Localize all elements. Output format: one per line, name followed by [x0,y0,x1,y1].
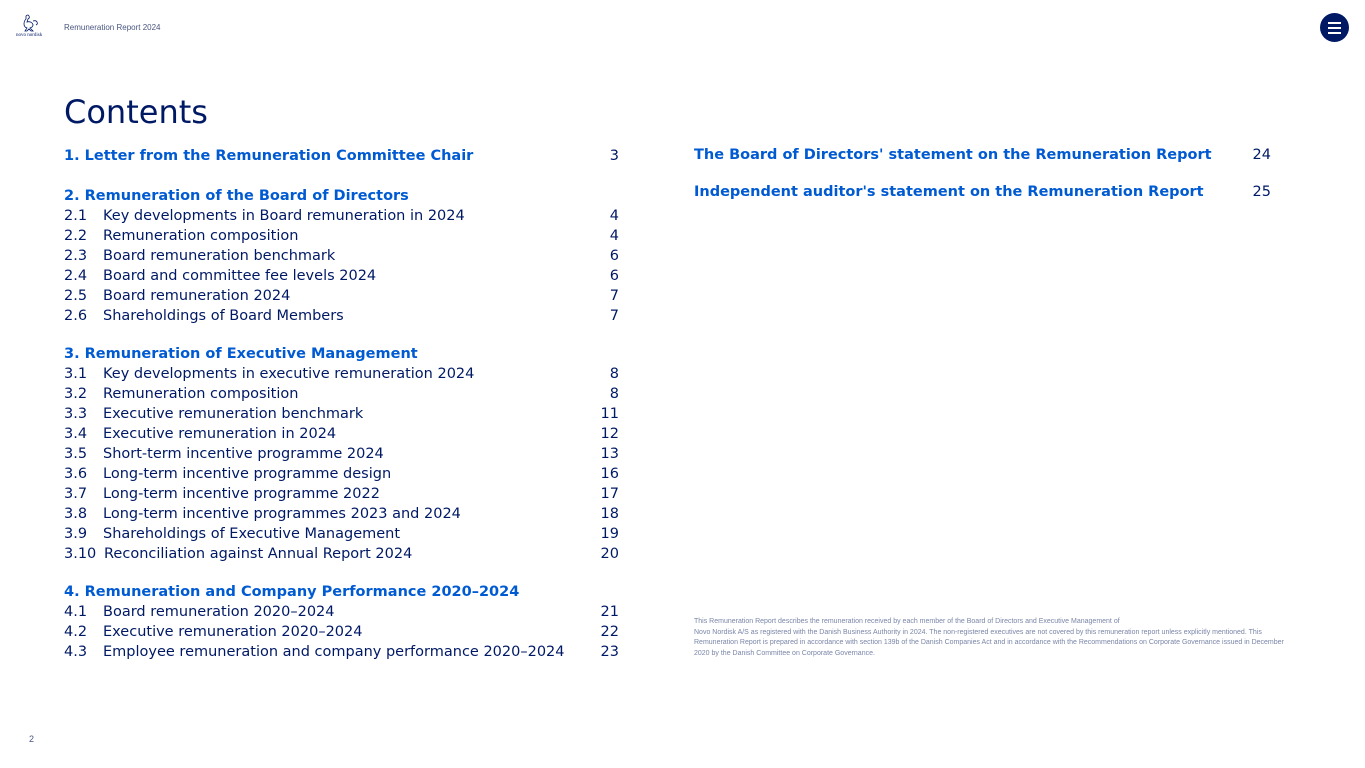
toc-item-2-2[interactable] [64,226,619,246]
toc-item-label: Board and committee fee levels 2024 [103,268,377,284]
toc-item-number: 4.1 [64,604,88,620]
toc-item-label: Board remuneration 2020–2024 [103,604,335,620]
toc-page-number: 20 [600,546,619,562]
toc-board-statement[interactable] [694,145,1271,165]
toc-item-2-5[interactable] [64,286,619,306]
toc-section-heading: 2. Remuneration of the Board of Directors [64,188,409,204]
toc-page-number: 7 [609,308,619,324]
toc-page-number: 4 [609,208,619,224]
toc-item-label: Long-term incentive programmes 2023 and 2024 [103,506,461,522]
toc-item-3-1[interactable] [64,364,619,384]
toc-item-3-6[interactable] [64,464,619,484]
disclaimer-line-2: Novo Nordisk A/S as registered with the Danish Business Authority in 2024. The non-registered executives are not covered by this remuneration report unless explicitly mentioned. This Remuneration Report is prepared in accordance with section 139b of the Danish Companies Act and in accordance with the Recommendations on Corporate Governance issued in December 2020 by the Danish Committee on Corporate Governance. [694,628,1284,658]
toc-page-number: 12 [600,426,619,442]
toc-item-label: Shareholdings of Executive Management [103,526,401,542]
novo-nordisk-logo [15,13,49,39]
toc-item-3-8[interactable] [64,504,619,524]
toc-page-number: 3 [609,148,619,164]
toc-item-label: Key developments in executive remuneration 2024 [103,366,475,382]
toc-entry-label: The Board of Directors' statement on the Remuneration Report [694,147,1212,163]
svg-text:novo nordisk: novo nordisk [16,33,43,38]
toc-item-number: 2.2 [64,228,88,244]
toc-item-3-9[interactable] [64,524,619,544]
toc-page-number: 24 [1252,147,1271,163]
toc-section-heading: 4. Remuneration and Company Performance 2020–2024 [64,584,520,600]
toc-item-number: 3.8 [64,506,88,522]
toc-section-1[interactable] [64,146,619,166]
toc-page-number: 6 [609,268,619,284]
toc-item-3-2[interactable] [64,384,619,404]
toc-page-number: 17 [600,486,619,502]
toc-item-label: Reconciliation against Annual Report 2024 [104,546,413,562]
toc-item-3-3[interactable] [64,404,619,424]
hamburger-menu-icon[interactable] [1320,13,1349,42]
page-title: Contents [64,93,208,131]
toc-page-number: 8 [609,366,619,382]
toc-page-number: 11 [600,406,619,422]
toc-page-number: 7 [609,288,619,304]
disclaimer-line-1: This Remuneration Report describes the remuneration received by each member of the Board of Directors and Executive Management of [694,618,1120,625]
toc-item-label: Long-term incentive programme 2022 [103,486,380,502]
page-number: 2 [29,734,35,744]
toc-item-2-3[interactable] [64,246,619,266]
toc-page-number: 16 [600,466,619,482]
toc-page-number: 19 [600,526,619,542]
toc-item-label: Short-term incentive programme 2024 [103,446,384,462]
toc-item-number: 3.3 [64,406,88,422]
toc-item-number: 3.10 [64,546,97,562]
toc-item-label: Key developments in Board remuneration in 2024 [103,208,465,224]
toc-item-number: 3.6 [64,466,88,482]
toc-item-number: 2.5 [64,288,88,304]
toc-page-number: 8 [609,386,619,402]
toc-auditor-statement[interactable] [694,182,1271,202]
toc-item-number: 2.1 [64,208,88,224]
toc-item-label: Long-term incentive programme design [103,466,392,482]
toc-section-3[interactable] [64,344,619,364]
toc-page-number: 23 [600,644,619,660]
toc-item-label: Remuneration composition [103,228,299,244]
toc-section-heading: 1. Letter from the Remuneration Committee Chair [64,148,474,164]
toc-item-label: Executive remuneration 2020–2024 [103,624,363,640]
disclaimer-text [694,617,1286,660]
toc-item-label: Executive remuneration in 2024 [103,426,337,442]
toc-item-number: 2.3 [64,248,88,264]
toc-item-2-4[interactable] [64,266,619,286]
toc-item-2-6[interactable] [64,306,619,326]
toc-page-number: 4 [609,228,619,244]
toc-page-number: 13 [600,446,619,462]
toc-item-number: 3.9 [64,526,88,542]
toc-item-number: 3.2 [64,386,88,402]
toc-item-label: Remuneration composition [103,386,299,402]
toc-item-4-3[interactable] [64,642,619,662]
toc-item-label: Board remuneration 2024 [103,288,291,304]
toc-section-2[interactable] [64,186,619,206]
toc-page-number: 18 [600,506,619,522]
toc-page-number: 6 [609,248,619,264]
toc-page-number: 21 [600,604,619,620]
table-of-contents [64,146,619,662]
toc-item-label: Executive remuneration benchmark [103,406,364,422]
toc-section-heading: 3. Remuneration of Executive Management [64,346,418,362]
toc-item-number: 2.4 [64,268,88,284]
toc-page-number: 22 [600,624,619,640]
toc-item-number: 3.7 [64,486,88,502]
toc-item-number: 2.6 [64,308,88,324]
toc-item-number: 4.2 [64,624,88,640]
toc-item-number: 3.5 [64,446,88,462]
toc-item-3-5[interactable] [64,444,619,464]
toc-item-3-10[interactable] [64,544,619,564]
toc-item-label: Board remuneration benchmark [103,248,336,264]
toc-item-number: 4.3 [64,644,88,660]
toc-item-4-2[interactable] [64,622,619,642]
toc-item-label: Employee remuneration and company performance 2020–2024 [103,644,565,660]
toc-item-3-7[interactable] [64,484,619,504]
toc-right-column [694,145,1271,202]
toc-item-4-1[interactable] [64,602,619,622]
toc-item-2-1[interactable] [64,206,619,226]
toc-item-number: 3.4 [64,426,88,442]
toc-page-number: 25 [1252,184,1271,200]
toc-section-4[interactable] [64,582,619,602]
toc-item-number: 3.1 [64,366,88,382]
toc-item-label: Shareholdings of Board Members [103,308,344,324]
report-title: Remuneration Report 2024 [64,23,161,32]
toc-entry-label: Independent auditor's statement on the Remuneration Report [694,184,1204,200]
toc-item-3-4[interactable] [64,424,619,444]
